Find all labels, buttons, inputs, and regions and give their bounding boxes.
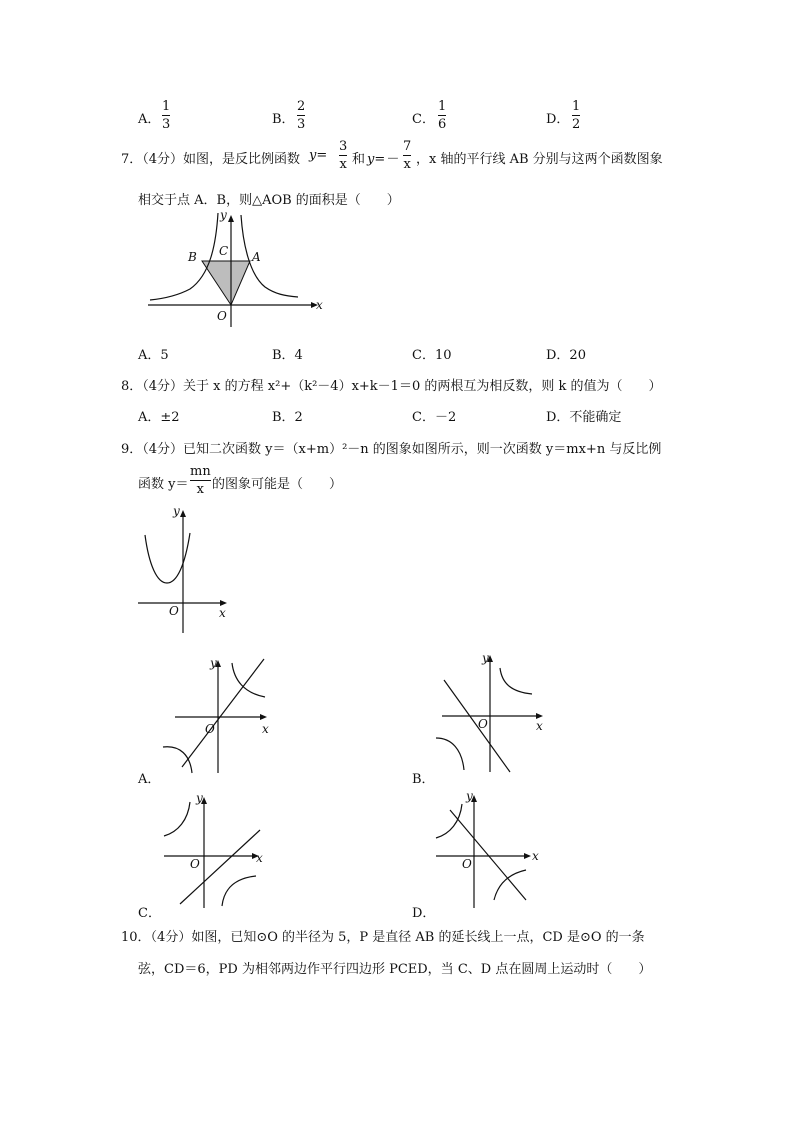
q6-option-c-fraction: 1 6 [438,99,447,132]
q9-parabola-figure [135,505,235,635]
q8-option-b: B．2 [272,410,303,425]
q7-option-d: D．20 [546,348,586,363]
q7-fraction-1: 3 x [339,139,348,172]
q8-option-a: A．±2 [138,410,180,425]
svg-text:O: O [205,722,215,736]
q7-suffix: ，x 轴的平行线 AB 分别与这两个函数图象 [416,152,663,167]
svg-text:x: x [219,606,226,620]
q7-label-x: x [316,298,323,312]
q9-option-a-label: A． [138,772,161,787]
svg-text:O: O [462,857,472,871]
q9-line2-prefix: 函数 y＝ [138,477,189,492]
q7-label-c: C [219,244,229,258]
q7-y1: y= [309,148,328,163]
svg-text:x: x [532,849,539,863]
q8-option-d: D．不能确定 [546,410,622,425]
q7-prefix: 7．（4分）如图，是反比例函数 [121,152,301,167]
q9-option-d-label: D． [412,906,436,921]
svg-text:x: x [262,722,269,736]
q9-option-b-label: B． [412,772,435,787]
svg-text:O: O [190,857,200,871]
q6-option-b-fraction: 2 3 [297,99,306,132]
q9-option-b-graph [432,650,552,775]
svg-text:y: y [173,504,180,518]
q6-option-c-label: C． [412,112,435,127]
q7-option-b: B．4 [272,348,303,363]
q9-line1: 9．（4分）已知二次函数 y＝（x+m）²－n 的图象如图所示，则一次函数 y＝mx+n 与反比例 [121,442,662,457]
q7-option-c: C．10 [412,348,452,363]
q8-option-c: C．－2 [412,410,457,425]
svg-text:x: x [536,719,543,733]
q7-label-b: B [188,250,197,264]
q7-line2: 相交于点 A．B，则△AOB 的面积是（ ） [138,193,400,208]
svg-text:y: y [210,656,217,670]
q10-line2: 弦，CD＝6，PD 为相邻两边作平行四边形 PCED，当 C、D 点在圆周上运动时（ ） [138,962,652,977]
q6-option-a-label: A． [138,112,161,127]
svg-text:x: x [256,851,263,865]
q9-option-d-graph [432,788,552,910]
q9-option-a-graph [160,655,280,775]
q9-fraction: mn x [190,464,211,497]
q7-label-a: A [252,250,261,264]
q7-figure [140,205,340,335]
q7-label-y: y [220,208,227,222]
q7-y2: y=－ [367,152,399,167]
svg-text:y: y [466,789,473,803]
q9-option-c-label: C． [138,906,161,921]
q6-option-a-fraction: 1 3 [162,99,171,132]
q10-line1: 10．（4分）如图，已知⊙O 的半径为 5，P 是直径 AB 的延长线上一点，CD 是⊙O 的一条 [121,930,645,945]
q7-label-o: O [217,309,227,323]
q6-option-d-label: D． [546,112,570,127]
q6-option-d-fraction: 1 2 [572,99,581,132]
q7-option-a: A．5 [138,348,169,363]
q7-and: 和 [352,152,366,167]
svg-text:O: O [478,717,488,731]
q6-option-b-label: B． [272,112,295,127]
svg-text:y: y [196,791,203,805]
svg-text:O: O [169,604,179,618]
svg-text:y: y [482,651,489,665]
q7-fraction-2: 7 x [403,139,412,172]
q8-text: 8．（4分）关于 x 的方程 x²+（k²－4）x+k－1＝0 的两根互为相反数，则 k 的值为（ ） [121,379,662,394]
q9-option-c-graph [160,790,280,910]
q9-line2-suffix: 的图象可能是（ ） [212,477,343,492]
